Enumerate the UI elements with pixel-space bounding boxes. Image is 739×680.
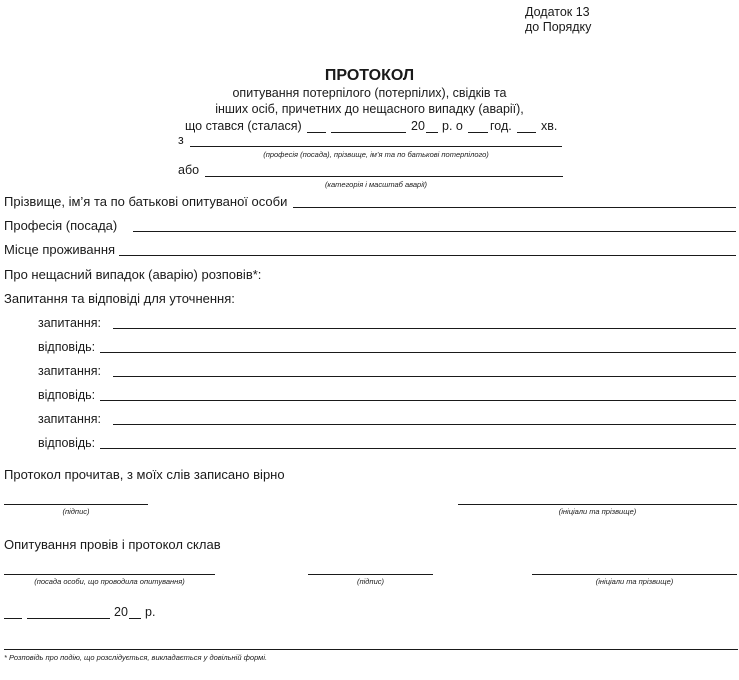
residence-field[interactable] [119, 255, 736, 256]
document-title: ПРОТОКОЛ [324, 67, 415, 84]
victim-field[interactable] [190, 146, 562, 147]
with-label: з [178, 133, 184, 147]
interviewee-signature-field[interactable] [4, 504, 148, 505]
interviewee-name-field[interactable] [293, 207, 736, 208]
read-statement: Протокол прочитав, з моїх слів записано вірно [4, 467, 285, 482]
interviewer-initials-field[interactable] [532, 574, 737, 575]
profession-label: Професія (посада) [4, 218, 118, 233]
occurred-hour-field[interactable] [468, 132, 488, 133]
interviewer-initials-caption: (ініціали та прізвище) [595, 577, 674, 586]
accident-category-field[interactable] [205, 176, 563, 177]
or-label: або [178, 163, 200, 177]
victim-caption: (професія (посада), прізвище, ім’я та по батькові потерпілого) [263, 150, 489, 159]
date-year-prefix: 20 [114, 605, 128, 619]
interviewee-initials-field[interactable] [458, 504, 737, 505]
question-field[interactable] [113, 376, 736, 377]
answer-label: відповідь: [38, 436, 96, 450]
occurred-year-suffix: р. о [442, 119, 463, 133]
occurred-year-field[interactable] [426, 132, 438, 133]
residence-label: Місце проживання [4, 242, 116, 257]
question-field[interactable] [113, 424, 736, 425]
interviewer-position-field[interactable] [4, 574, 215, 575]
accident-category-caption: (категорія і масштаб аварії) [324, 180, 428, 189]
interviewee-name-label: Прізвище, ім’я та по батькові опитуваної особи [4, 194, 288, 209]
interviewee-signature-caption: (підпис) [62, 507, 90, 516]
hours-label: год. [490, 119, 512, 133]
question-field[interactable] [113, 328, 736, 329]
occurred-month-field[interactable] [331, 132, 406, 133]
footnote: * Розповідь про подію, що розслідується, викладається у довільній формі. [4, 653, 268, 662]
subtitle-line-2: інших осіб, причетних до нещасного випадку (аварії), [215, 102, 524, 116]
date-day-field[interactable] [4, 618, 22, 619]
answer-field[interactable] [100, 400, 736, 401]
footnote-divider [4, 649, 738, 650]
interviewer-position-caption: (посада особи, що проводила опитування) [34, 577, 185, 586]
answer-field[interactable] [100, 448, 736, 449]
occurred-minute-field[interactable] [517, 132, 536, 133]
answer-field[interactable] [100, 352, 736, 353]
question-label: запитання: [38, 316, 102, 330]
date-year-suffix: р. [145, 605, 156, 619]
date-month-field[interactable] [27, 618, 110, 619]
narration-label: Про нещасний випадок (аварію) розповів*: [4, 267, 262, 282]
minutes-label: хв. [541, 119, 558, 133]
occurred-year-prefix: 20 [411, 119, 425, 133]
question-label: запитання: [38, 364, 102, 378]
answer-label: відповідь: [38, 340, 96, 354]
interviewer-signature-caption: (підпис) [357, 577, 384, 586]
answer-label: відповідь: [38, 388, 96, 402]
conducted-statement: Опитування провів і протокол склав [4, 537, 221, 552]
profession-field[interactable] [133, 231, 736, 232]
annex-line-2: до Порядку [525, 20, 592, 34]
annex-line-1: Додаток 13 [525, 5, 590, 19]
qa-heading: Запитання та відповіді для уточнення: [4, 291, 235, 306]
date-year-field[interactable] [129, 618, 141, 619]
interviewer-signature-field[interactable] [308, 574, 433, 575]
question-label: запитання: [38, 412, 102, 426]
occurred-day-field[interactable] [307, 132, 326, 133]
subtitle-line-1: опитування потерпілого (потерпілих), свідків та [232, 86, 507, 100]
interviewee-initials-caption: (ініціали та прізвище) [558, 507, 637, 516]
occurred-label: що стався (сталася) [185, 119, 302, 133]
